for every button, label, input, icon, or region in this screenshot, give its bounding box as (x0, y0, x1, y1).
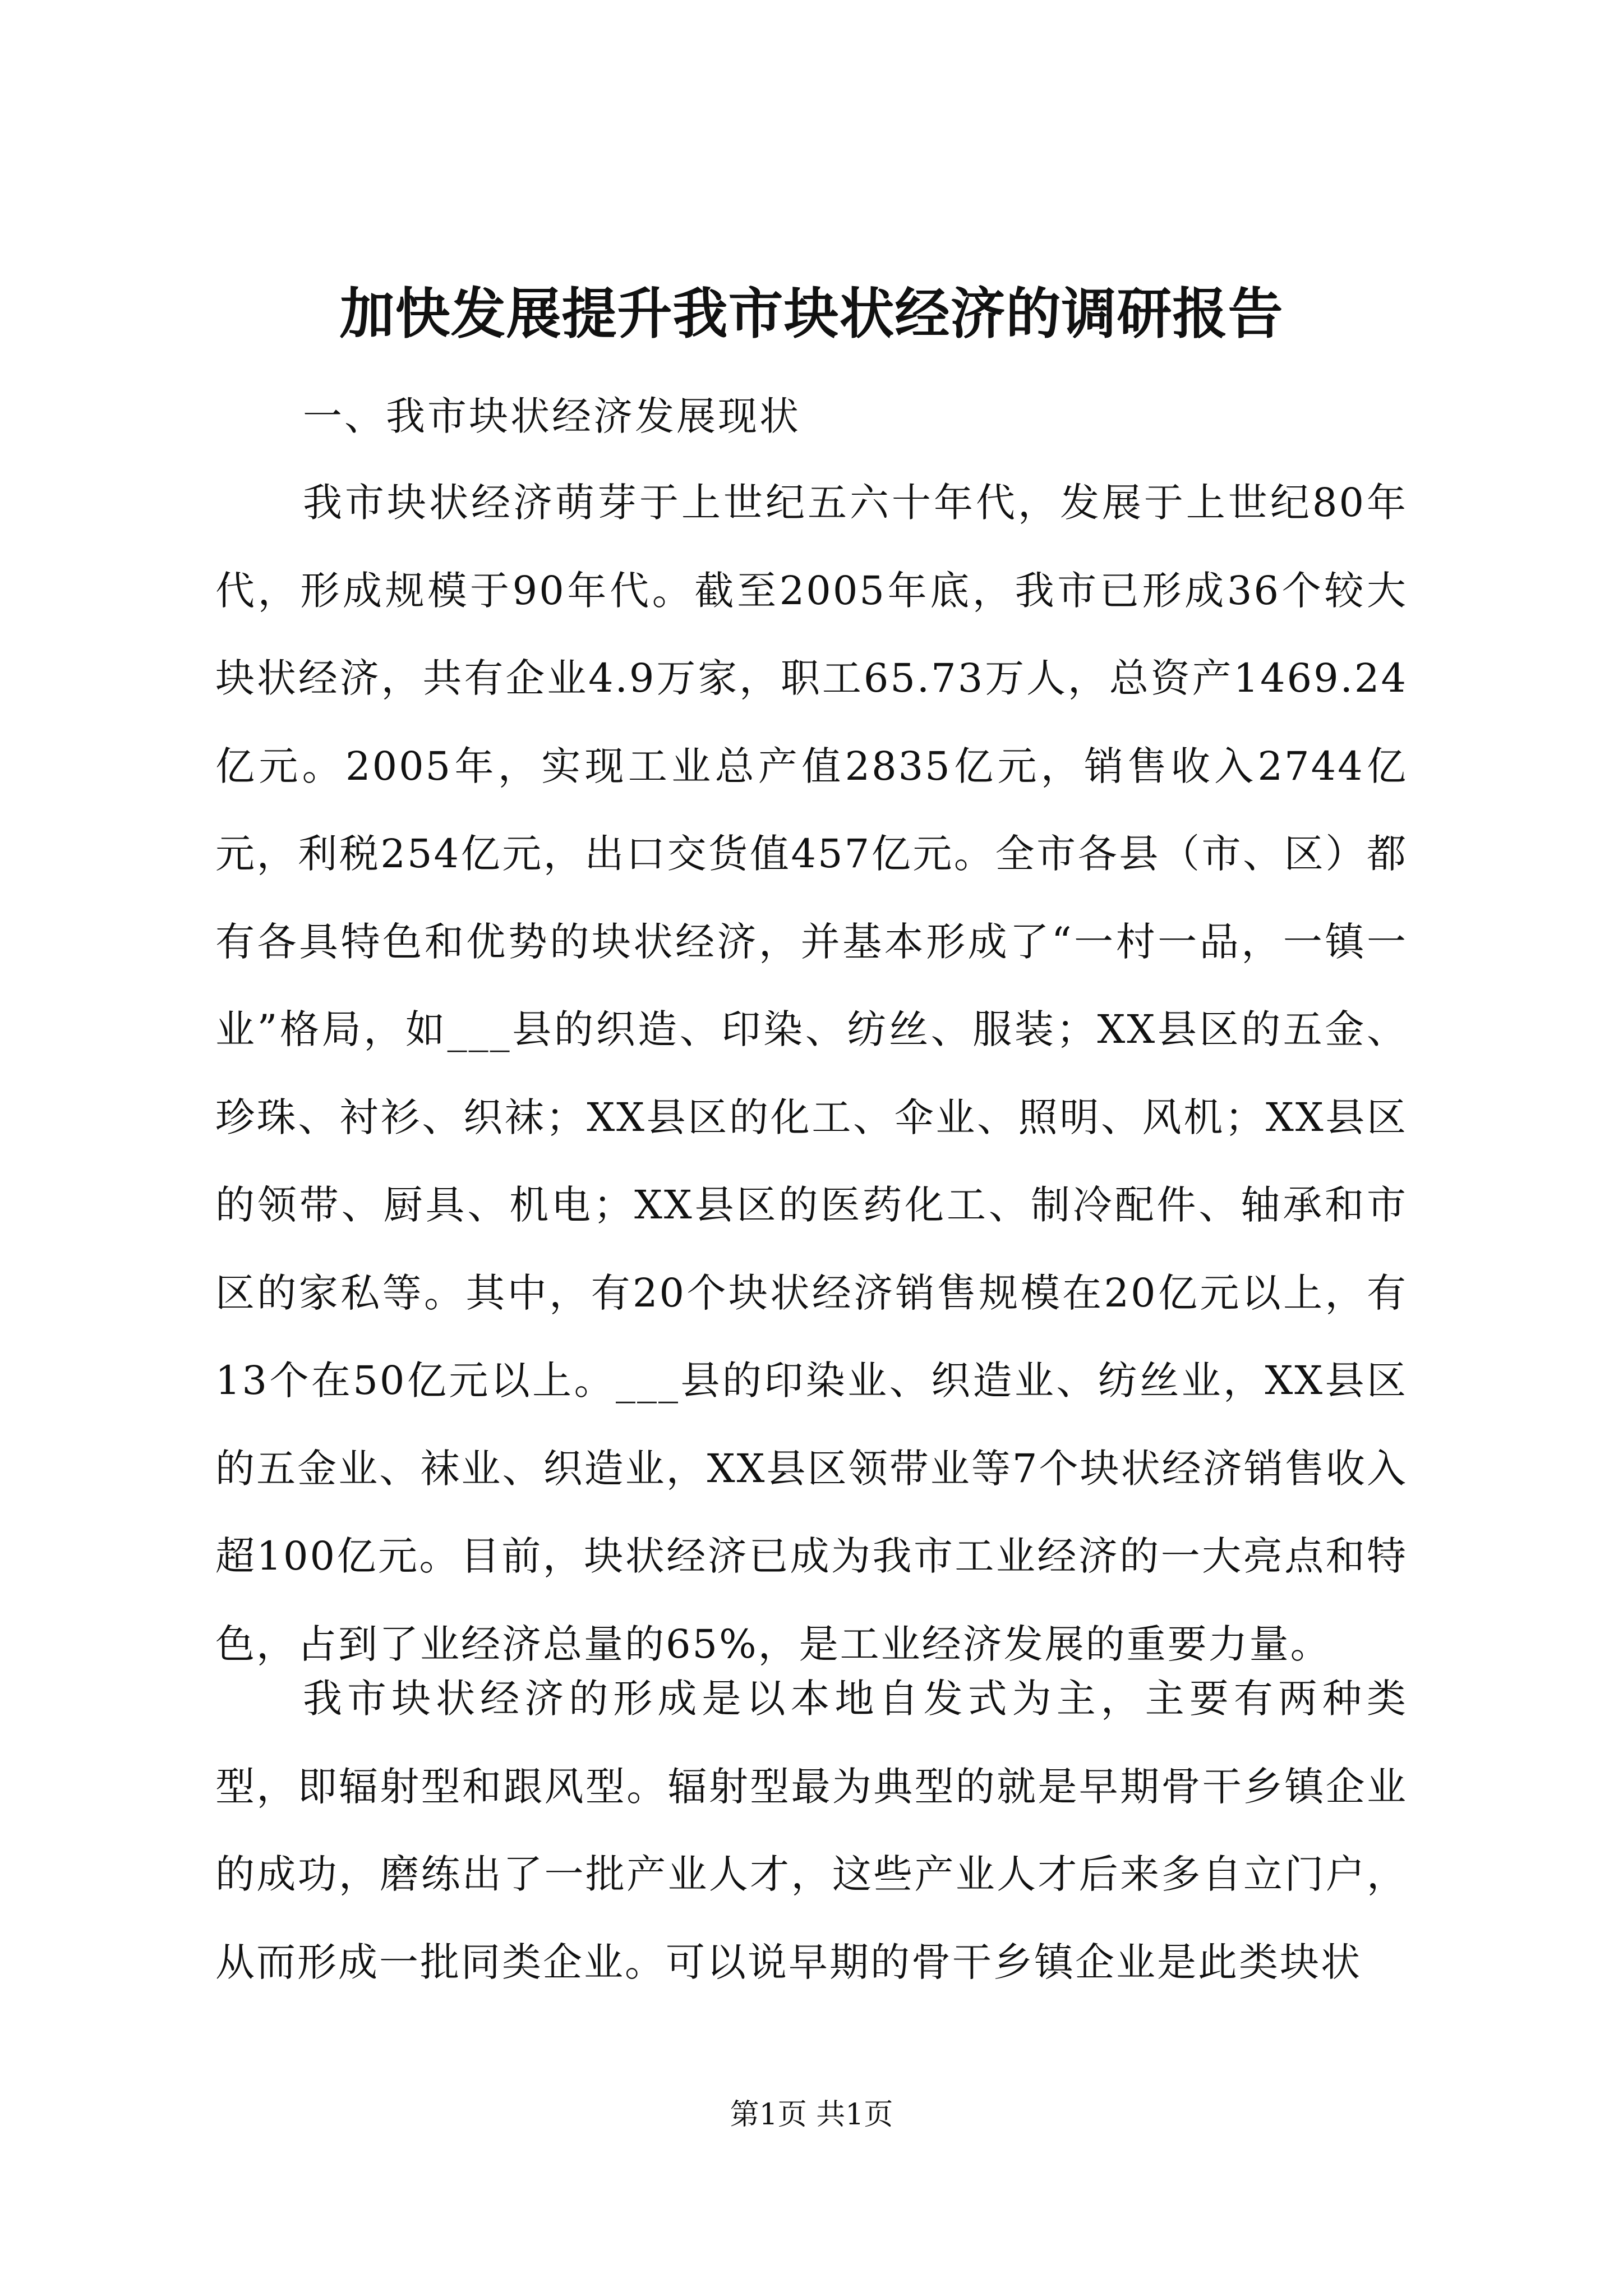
body-paragraph: 我市块状经济的形成是以本地自发式为主，主要有两种类型，即辐射型和跟风型。辐射型最为典型的就是早期骨干乡镇企业的成功，磨练出了一批产业人才，这些产业人才后来多自立门户，从而形成一批同类企业。可以说早期的骨干乡镇企业是此类块状 (215, 1676, 1408, 1985)
document-title: 加快发展提升我市块状经济的调研报告 (339, 282, 1284, 346)
body-paragraph: 我市块状经济萌芽于上世纪五六十年代，发展于上世纪80年代，形成规模于90年代。截至2005年底，我市已形成36个较大块状经济，共有企业4.9万家，职工65.73万人，总资产1469.24亿元。2005年，实现工业总产值2835亿元，销售收入2744亿元，利税254亿元，出口交货值457亿元。全市各县（市、区）都有各具特色和优势的块状经济，并基本形成了“一村一品，一镇一业”格局，如___县的织造、印染、纺丝、服装；XX县区的五金、珍珠、衬衫、织袜；XX县区的化工、伞业、照明、风机；XX县区的领带、厨具、机电；XX县区的医药化工、制冷配件、轴承和市区的家私等。其中，有20个块状经济销售规模在20亿元以上，有13个在50亿元以上。___县的印染业、织造业、纺丝业，XX县区的五金业、袜业、织造业，XX县区领带业等7个块状经济销售收入超100亿元。目前，块状经济已成为我市工业经济的一大亮点和特色，占到了业经济总量的65%，是工业经济发展的重要力量。 (215, 480, 1408, 1667)
section-heading: 一、我市块状经济发展现状 (303, 393, 801, 439)
page-footer: 第1页 共1页 (730, 2098, 893, 2132)
